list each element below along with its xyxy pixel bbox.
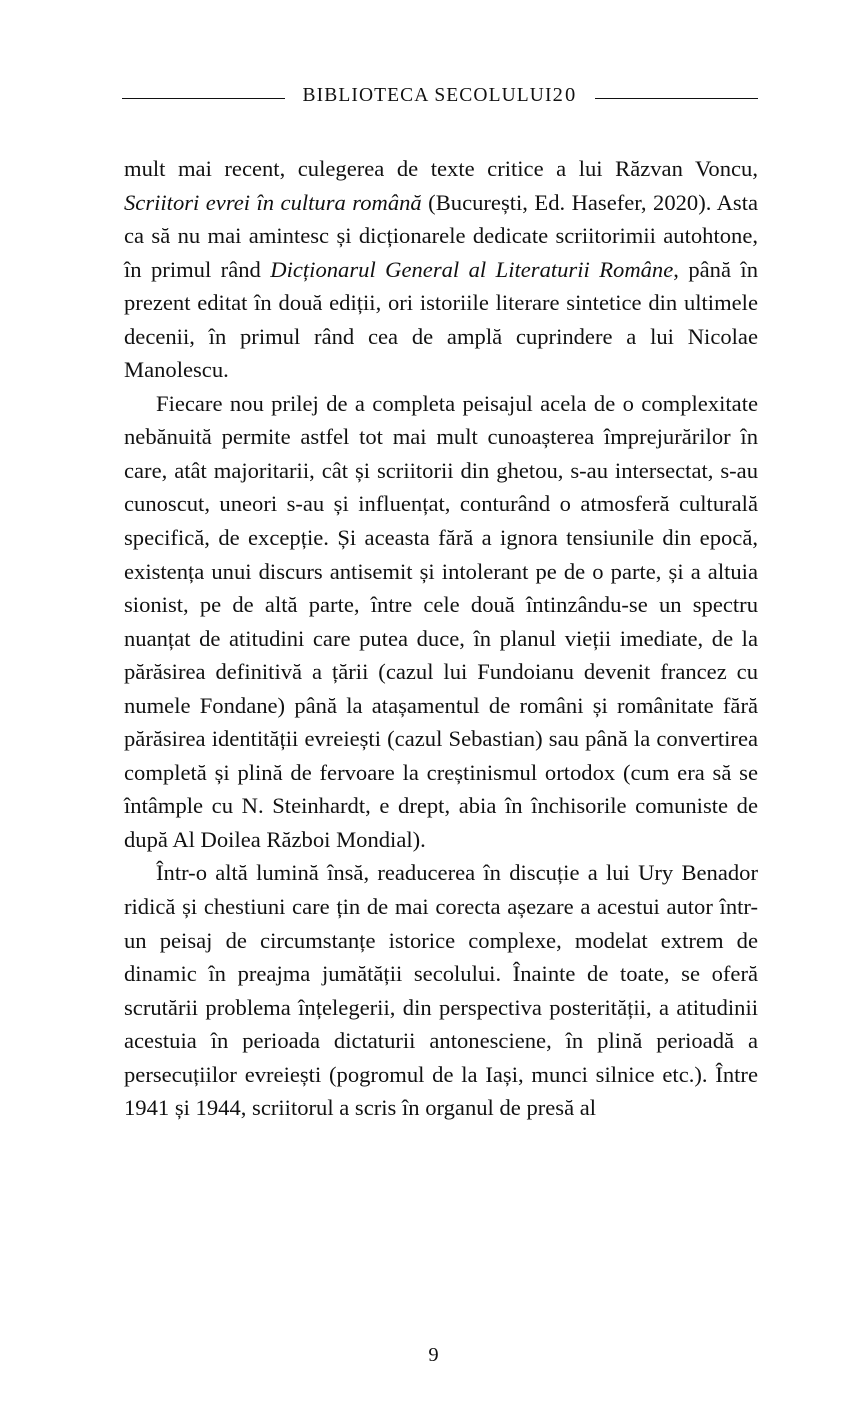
- running-head-rule-left: [122, 98, 285, 99]
- paragraph-1: [124, 152, 758, 387]
- text-run: (București, Ed. Hasefer, 2020). Asta ca să nu mai amintesc și dicționarele dedicate scriitorimii autohtone, în primul rând: [124, 189, 759, 282]
- running-head: [122, 80, 758, 110]
- text-run: Într-o altă lumină însă, readucerea în discuție a lui Ury Benador ridică și chestiuni care țin de mai corecta așezare a acestui autor într-un peisaj de circumstanțe istorice complexe, modelat extrem de dinamic în preajma jumătății secolului. Înainte de toate, se oferă scrutării problema înțelegerii, din perspectiva posterității, a atitudinii acestuia în perioada dictaturii antonesciene, în plină perioadă a persecuțiilor evreiești (pogromul de la Iași, munci silnice etc.). Între 1941 și 1944, scriitorul a scris în organul de presă al: [124, 860, 758, 1121]
- page-folio: [0, 1344, 867, 1367]
- running-head-title: [299, 84, 582, 107]
- running-head-title-number: 20: [552, 83, 578, 106]
- running-head-title-text: BIBLIOTECA SECOLULUI: [302, 84, 553, 106]
- paragraph-2: [124, 387, 758, 857]
- paragraph-3: [124, 856, 758, 1124]
- text-run: , până în prezent editat în două ediții, ori istoriile literare sintetice din ultimele decenii, în primul rând cea de amplă cuprindere a lui Nicolae Manolescu.: [124, 256, 759, 383]
- page-number: 9: [428, 1344, 439, 1366]
- text-run: mult mai recent, culegerea de texte critice a lui Răzvan Voncu,: [124, 156, 758, 181]
- running-head-rule-right: [595, 98, 758, 99]
- text-run: Fiecare nou prilej de a completa peisajul acela de o complexitate nebănuită permite astfel tot mai mult cunoașterea împrejurărilor în care, atât majoritarii, cât și scriitorii din ghetou, s-au intersectat, s-au cunoscut, uneori s-au și influențat, conturând o atmosferă culturală specifică, de excepție. Și aceasta fără a ignora tensiunile din epocă, existența unui discurs antisemit și intolerant pe de o parte, și a altuia sionist, pe de altă parte, între cele două întinzându-se un spectru nuanțat de atitudini care putea duce, în planul vieții imediate, de la părăsirea definitivă a țării (cazul lui Fundoianu devenit francez cu numele Fondane) până la atașamentul de români și românitate fără părăsirea identității evreiești (cazul Sebastian) sau până la convertirea completă și plină de fervoare la creștinismul ortodox (cum era să se întâmple cu N. Steinhardt, e drept, abia în închisorile comuniste de după Al Doilea Război Mondial).: [124, 390, 758, 852]
- italic-title-run: Dicționarul General al Literaturii Române: [270, 256, 674, 282]
- italic-title-run: Scriitori evrei în cultura română: [124, 189, 422, 215]
- body-text-block: [124, 152, 758, 1125]
